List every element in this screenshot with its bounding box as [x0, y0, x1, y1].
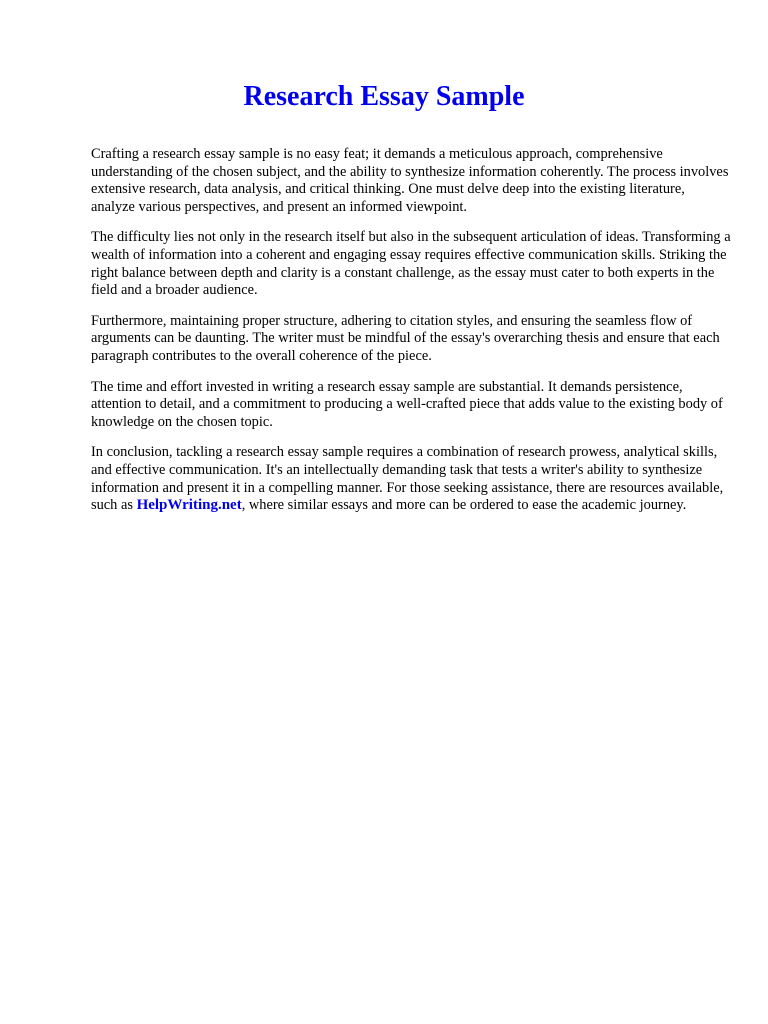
- conclusion-text-before-link: In conclusion, tackling a research essay sample requires a combination of research prowess, analytical skills, and effective communication. It's an intellectually demanding task that tests a writer's ability to synthesize information and present it in a compelling manner. For those seeking assistance, there are resources available, such as: [91, 444, 724, 514]
- essay-body: [91, 146, 731, 528]
- paragraph-1: Crafting a research essay sample is no easy feat; it demands a meticulous approach, comprehensive understanding of the chosen subject, and the ability to synthesize information coherently. The process involves extensive research, data analysis, and critical thinking. One must delve deep into the existing literature, analyze various perspectives, and present an informed viewpoint.: [91, 146, 729, 215]
- helpwriting-link[interactable]: HelpWriting.net: [136, 497, 242, 514]
- paragraph-5-conclusion: [91, 444, 731, 514]
- page-title: Research Essay Sample: [243, 81, 525, 112]
- paragraph-4: The time and effort invested in writing a research essay sample are substantial. It demands persistence, attention to detail, and a commitment to producing a well-crafted piece that adds value to the existing body of knowledge on the chosen topic.: [91, 378, 723, 430]
- paragraph-3: Furthermore, maintaining proper structure, adhering to citation styles, and ensuring the seamless flow of arguments can be daunting. The writer must be mindful of the essay's overarching thesis and ensure that each paragraph contributes to the overall coherence of the piece.: [91, 312, 720, 364]
- paragraph-2: The difficulty lies not only in the research itself but also in the subsequent articulation of ideas. Transforming a wealth of information into a coherent and engaging essay requires effective communication skills. Striking the right balance between depth and clarity is a constant challenge, as the essay must cater to both experts in the field and a broader audience.: [91, 229, 731, 299]
- conclusion-text-after-link: , where similar essays and more can be ordered to ease the academic journey.: [241, 497, 687, 514]
